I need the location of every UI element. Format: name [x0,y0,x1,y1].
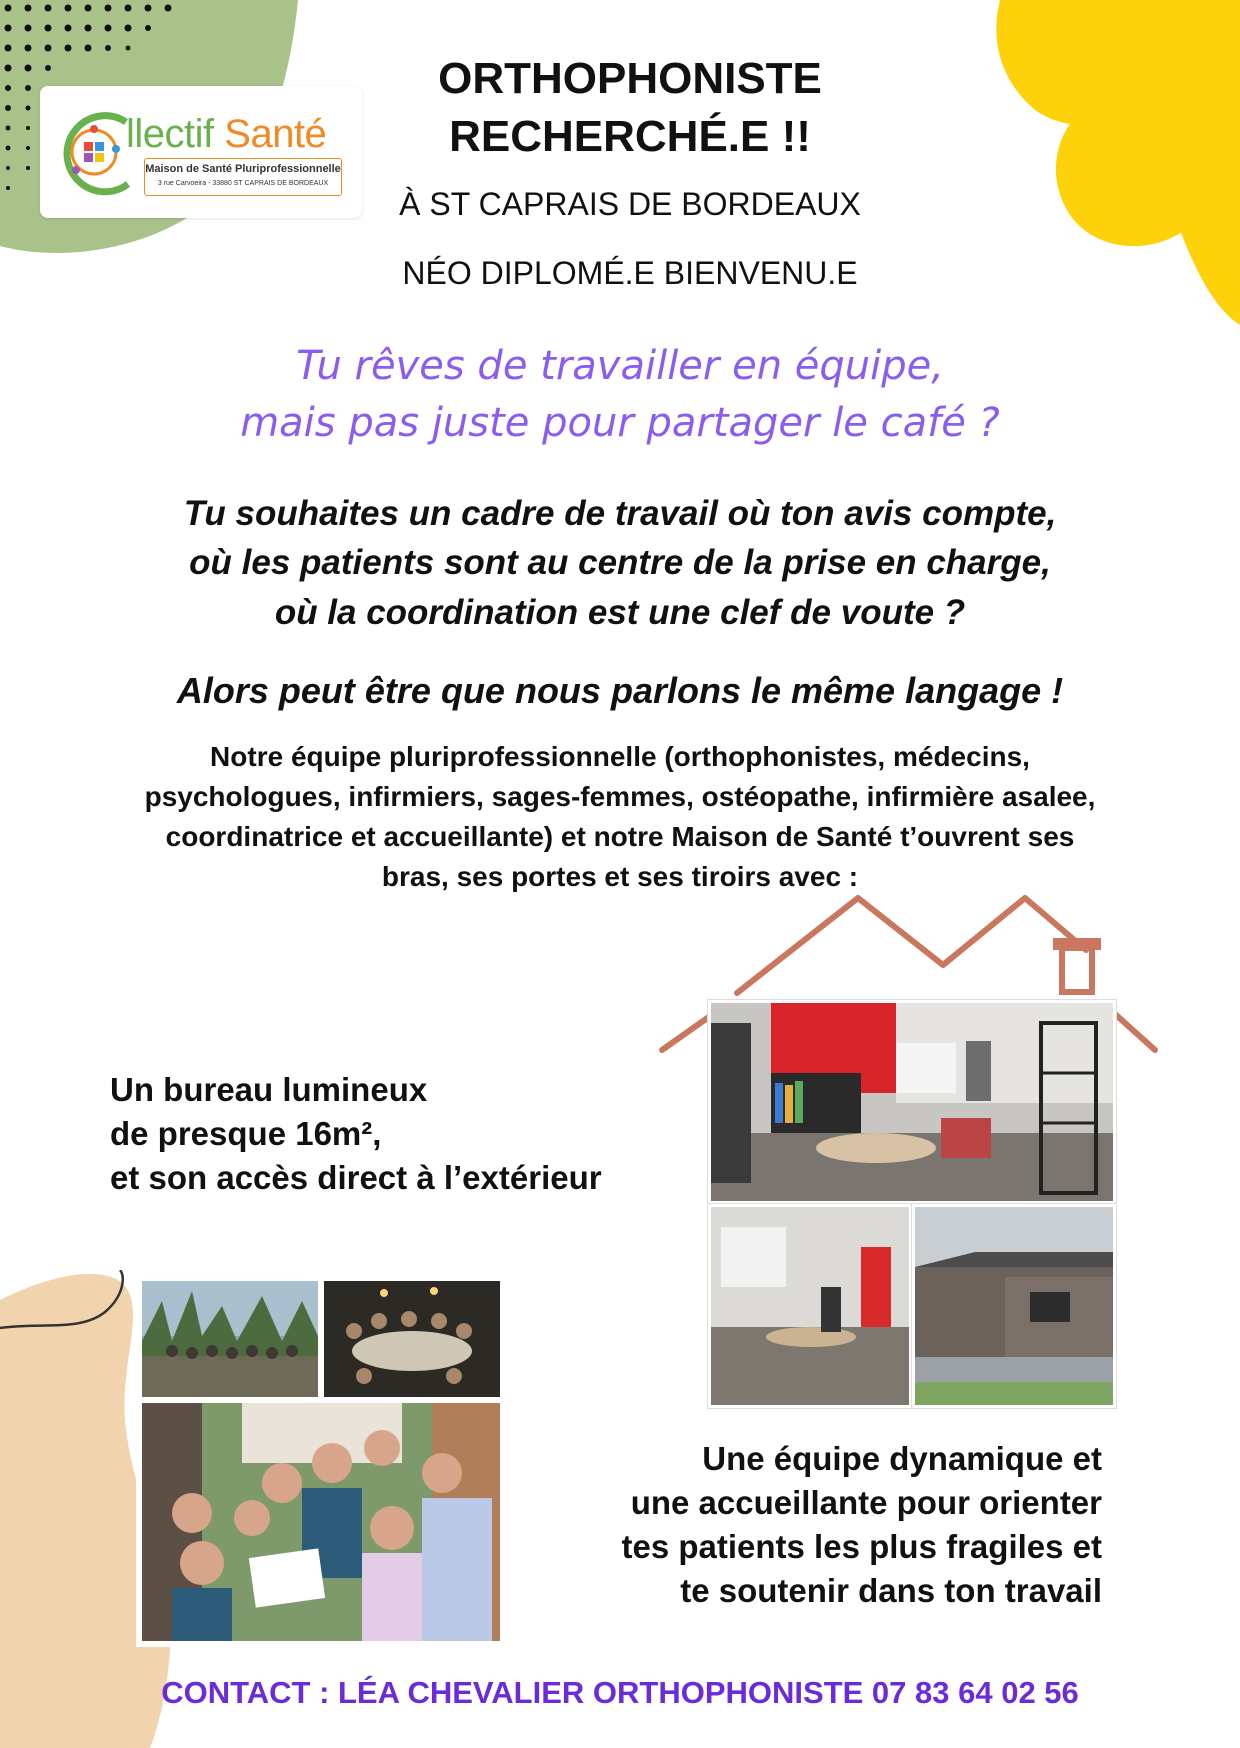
team-group-photo [142,1403,500,1641]
team-paragraph-line-2: psychologues, infirmiers, sages-femmes, ostéopathe, infirmière asalee, [144,781,1096,812]
yellow-flower-decoration [980,0,1240,330]
title-line-2: RECHERCHÉ.E !! [449,112,811,161]
contact-line: CONTACT : LÉA CHEVALIER ORTHOPHONISTE 07 83 64 02 56 [161,1675,1079,1710]
question-line-4: Alors peut être que nous parlons le même langage ! [176,670,1064,711]
logo-name-sante: Santé [224,112,327,156]
team-paragraph-line-1: Notre équipe pluriprofessionnelle (orthophonistes, médecins, [210,741,1030,772]
office-text-line-3: et son accès direct à l’extérieur [110,1159,602,1196]
question-line-1: Tu souhaites un cadre de travail où ton avis compte, [183,494,1057,533]
team-text-line-1: Une équipe dynamique et [702,1440,1102,1477]
room-photo [708,1204,912,1408]
logo-name [126,112,326,157]
location-text: À ST CAPRAIS DE BORDEAUX [399,186,861,222]
logo-subtitle-box [144,158,342,196]
collectif-sante-logo [40,86,362,218]
tagline-line-1: Tu rêves de travailler en équipe, [296,343,944,389]
team-paragraph-line-3: coordinatrice et accueillante) et notre Maison de Santé t’ouvrent ses [165,821,1075,852]
title-line-1: ORTHOPHONISTE [438,54,822,103]
question-line-2: où les patients sont au centre de la prise en charge, [189,543,1051,582]
tagline-line-2: mais pas juste pour partager le café ? [240,400,1000,446]
office-text-line-2: de presque 16m², [110,1115,382,1152]
logo-subtitle: Maison de Santé Pluriprofessionnelle [145,163,341,175]
logo-address: 3 rue Carvoeira - 33880 ST CAPRAIS DE BORDEAUX [157,180,329,187]
team-outdoor-photo [142,1281,318,1397]
team-text-line-2: une accueillante pour orienter [630,1484,1102,1521]
exterior-photo [912,1204,1116,1408]
office-photo [708,1000,1116,1204]
team-paragraph-line-4: bras, ses portes et ses tiroirs avec : [381,861,859,892]
logo-name-collectif: llectif [126,112,214,156]
office-text-line-1: Un bureau lumineux [110,1071,428,1108]
logo-ring-icon [54,104,134,200]
team-text-line-4: te soutenir dans ton travail [680,1572,1102,1609]
team-text-line-3: tes patients les plus fragiles et [621,1528,1102,1565]
welcome-text: NÉO DIPLOMÉ.E BIENVENU.E [402,255,858,291]
question-line-3: où la coordination est une clef de voute ? [274,593,966,632]
team-dinner-photo [324,1281,500,1397]
